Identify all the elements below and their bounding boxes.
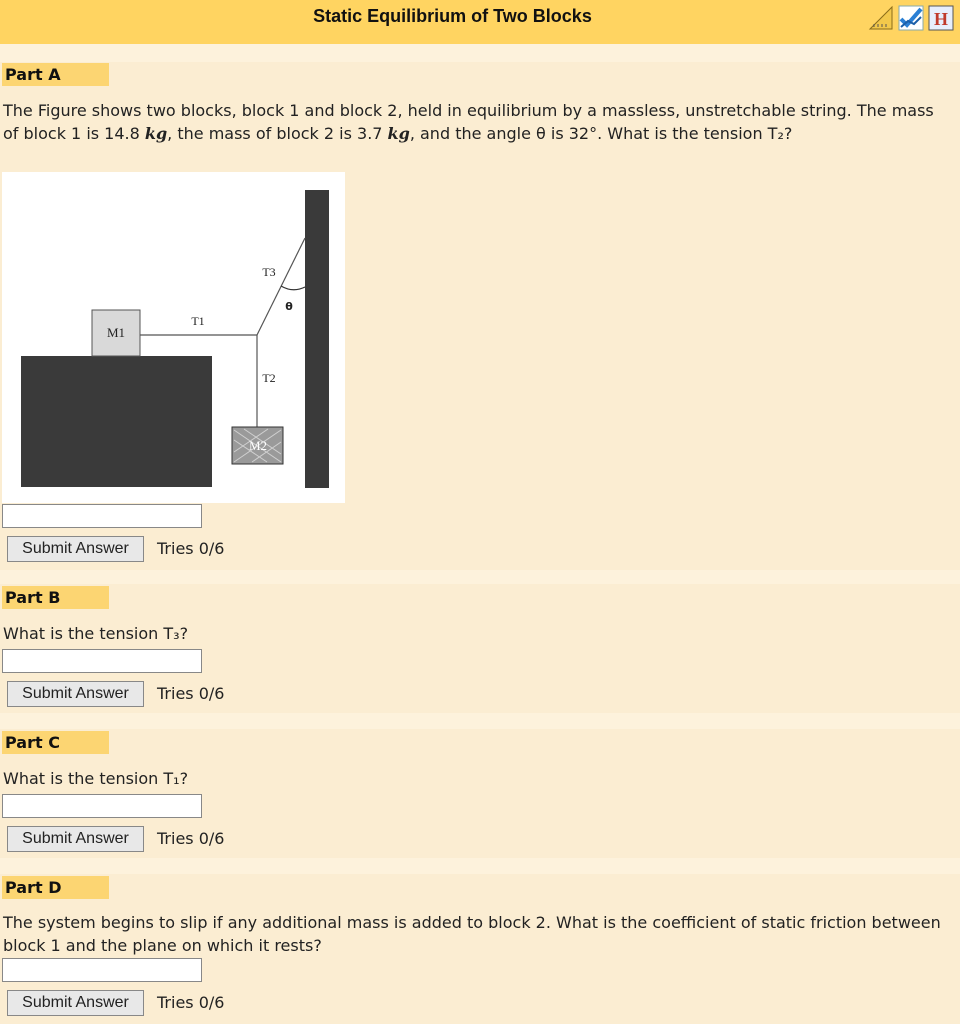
part-c-submit-button[interactable]: Submit Answer <box>7 826 144 852</box>
part-c-answer-input[interactable] <box>2 794 202 818</box>
angle-arc <box>281 286 305 290</box>
block-1-label: M1 <box>106 325 126 340</box>
svg-text:H: H <box>933 9 949 29</box>
part-d-label: Part D <box>2 876 109 899</box>
part-b-answer-input[interactable] <box>2 649 202 673</box>
part-c-question: What is the tension T₁? <box>3 769 189 788</box>
header-icons <box>868 5 954 31</box>
part-b-label: Part B <box>2 586 109 609</box>
part-a-label: Part A <box>2 63 109 86</box>
part-a-answer-input[interactable] <box>2 504 202 528</box>
t2-label: T2 <box>262 371 276 385</box>
page-title: Static Equilibrium of Two Blocks <box>313 6 592 26</box>
check-graph-icon[interactable] <box>898 5 924 31</box>
t3-label: T3 <box>262 265 276 279</box>
part-d-question: The system begins to slip if any additional mass is added to block 2. What is the coefficient of static friction between block 1 and the plane on which it rests? <box>3 913 941 955</box>
part-d-submit-button[interactable]: Submit Answer <box>7 990 144 1016</box>
block-2-label: M2 <box>248 438 268 453</box>
equilibrium-diagram <box>2 172 345 503</box>
ruler-icon[interactable] <box>868 5 894 31</box>
table-surface <box>21 356 212 487</box>
part-d-tries: Tries 0/6 <box>157 993 225 1012</box>
equilibrium-figure <box>2 172 345 503</box>
wall <box>305 190 329 488</box>
part-a-tries: Tries 0/6 <box>157 539 225 558</box>
part-d-answer-input[interactable] <box>2 958 202 982</box>
t1-label: T1 <box>191 314 205 328</box>
part-c-tries: Tries 0/6 <box>157 829 225 848</box>
part-a-question: The Figure shows two blocks, block 1 and block 2, held in equilibrium by a massless, unstretchable string. The mass of block 1 is 14.8 kg, the mass of block 2 is 3.7 kg, and the angle θ is 32°. What is the tension T₂? <box>3 101 934 143</box>
header-bar <box>0 0 960 44</box>
part-b-question: What is the tension T₃? <box>3 624 189 643</box>
part-b-tries: Tries 0/6 <box>157 684 225 703</box>
part-b-submit-button[interactable]: Submit Answer <box>7 681 144 707</box>
help-h-icon[interactable] <box>928 5 954 31</box>
part-c-label: Part C <box>2 731 109 754</box>
theta-label: θ <box>285 300 293 313</box>
part-a-submit-button[interactable]: Submit Answer <box>7 536 144 562</box>
